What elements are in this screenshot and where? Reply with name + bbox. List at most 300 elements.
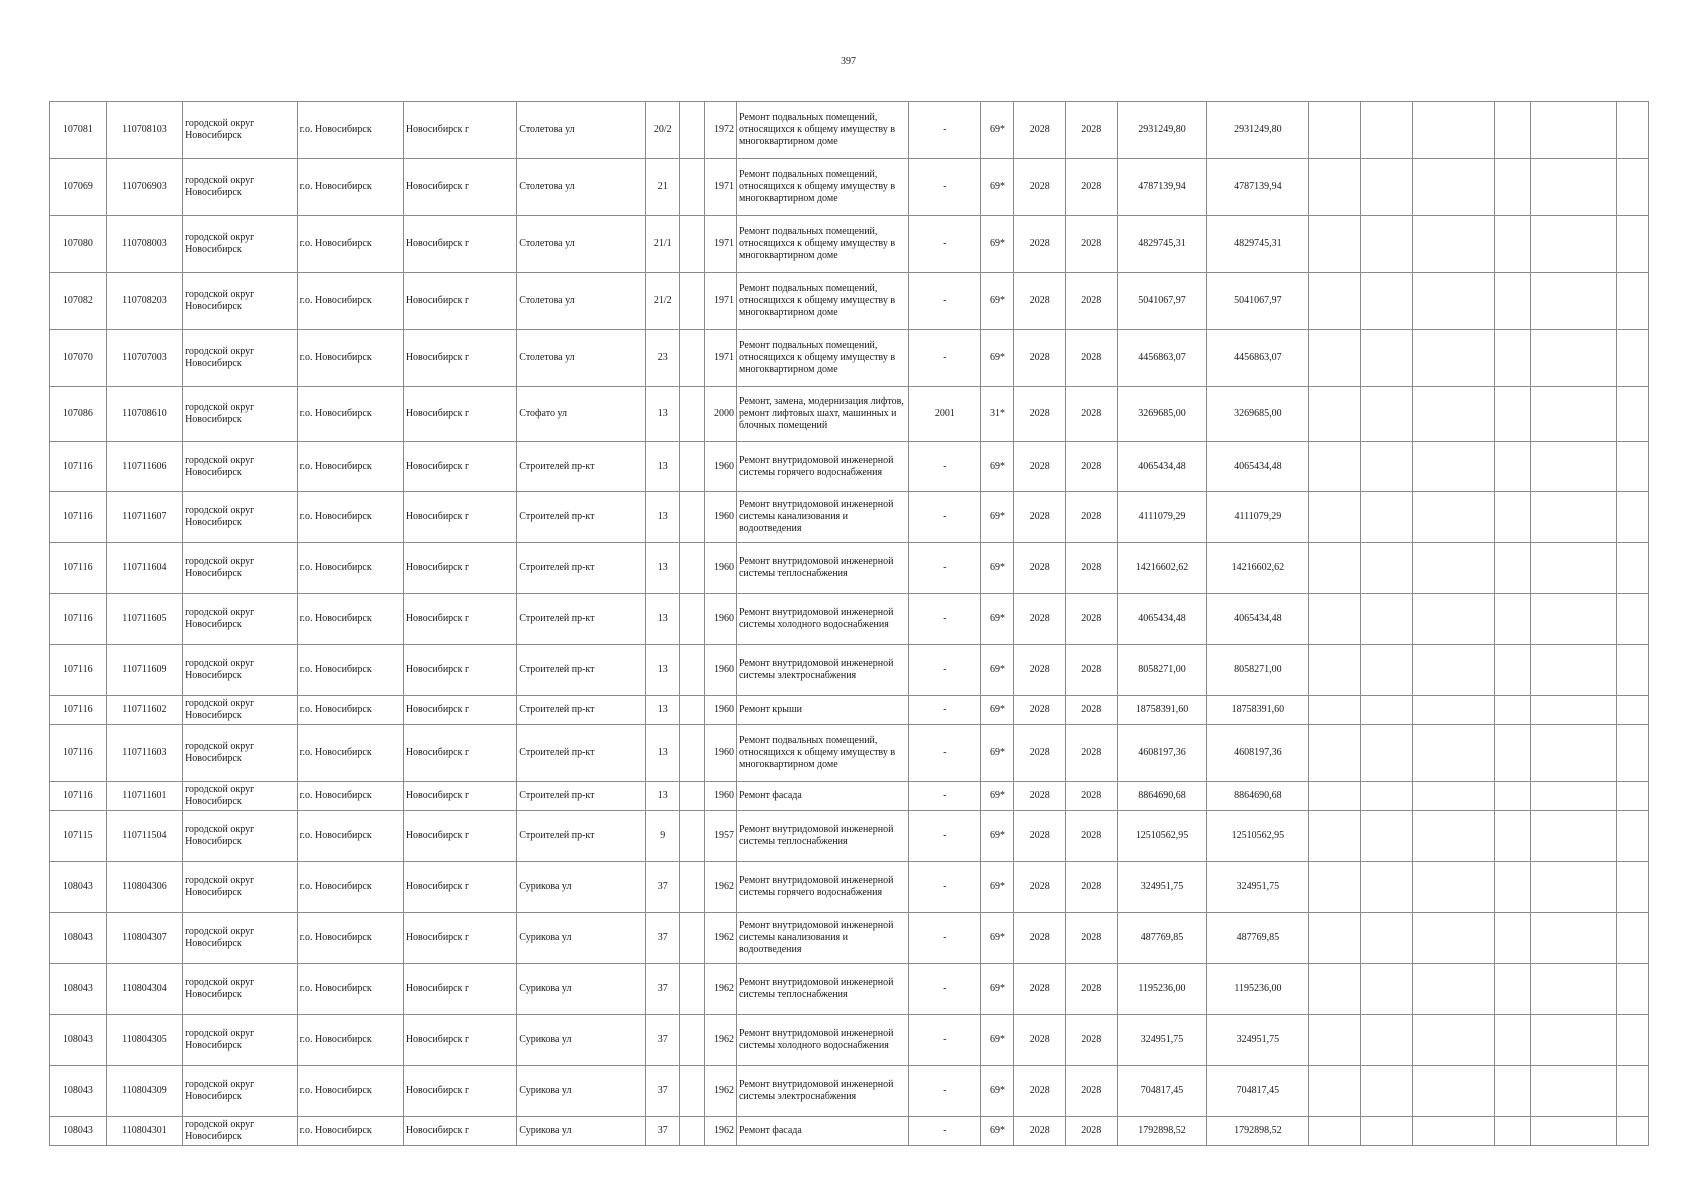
year-built-cell: 1962: [705, 1015, 737, 1066]
wear-percent-cell: 31*: [981, 387, 1014, 442]
work-type-cell: Ремонт внутридомовой инженерной системы электроснабжения: [736, 1066, 908, 1117]
building-letter-cell: [680, 492, 705, 543]
empty-cell: [1309, 725, 1361, 782]
empty-cell: [1361, 696, 1413, 725]
house-number-cell: 13: [646, 645, 680, 696]
wear-percent-cell: 69*: [981, 1066, 1014, 1117]
lift-year-cell: -: [909, 492, 981, 543]
work-type-cell: Ремонт подвальных помещений, относящихся к общему имуществу в многоквартирном доме: [736, 330, 908, 387]
building-letter-cell: [680, 594, 705, 645]
lift-year-cell: -: [909, 811, 981, 862]
table-row: [50, 913, 1649, 964]
street-cell: Столетова ул: [517, 102, 646, 159]
municipal-district-cell: городской округ Новосибирск: [183, 330, 298, 387]
work-type-cell: Ремонт подвальных помещений, относящихся к общему имуществу в многоквартирном доме: [736, 102, 908, 159]
object-code-cell: 110711605: [106, 594, 182, 645]
row-id-cell: 107116: [50, 725, 107, 782]
object-code-cell: 110711602: [106, 696, 182, 725]
empty-cell: [1531, 330, 1617, 387]
settlement-cell: Новосибирск г: [403, 273, 516, 330]
municipality-cell: г.о. Новосибирск: [297, 1066, 403, 1117]
table-row: [50, 645, 1649, 696]
street-cell: Сурикова ул: [517, 1066, 646, 1117]
object-code-cell: 110711504: [106, 811, 182, 862]
plan-year-start-cell: 2028: [1014, 811, 1066, 862]
work-type-cell: Ремонт внутридомовой инженерной системы канализования и водоотведения: [736, 492, 908, 543]
street-cell: Столетова ул: [517, 159, 646, 216]
object-code-cell: 110804307: [106, 913, 182, 964]
house-number-cell: 13: [646, 492, 680, 543]
total-cost-cell: 4111079,29: [1117, 492, 1207, 543]
empty-cell: [1309, 862, 1361, 913]
empty-cell: [1495, 725, 1531, 782]
plan-year-end-cell: 2028: [1066, 492, 1118, 543]
empty-cell: [1309, 964, 1361, 1015]
row-id-cell: 107115: [50, 811, 107, 862]
table-row: [50, 1066, 1649, 1117]
table-row: [50, 782, 1649, 811]
lift-year-cell: -: [909, 913, 981, 964]
house-number-cell: 37: [646, 913, 680, 964]
year-built-cell: 1960: [705, 696, 737, 725]
building-letter-cell: [680, 862, 705, 913]
municipal-district-cell: городской округ Новосибирск: [183, 594, 298, 645]
year-built-cell: 1960: [705, 725, 737, 782]
wear-percent-cell: 69*: [981, 811, 1014, 862]
municipal-district-cell: городской округ Новосибирск: [183, 216, 298, 273]
year-built-cell: 1960: [705, 645, 737, 696]
street-cell: Стофато ул: [517, 387, 646, 442]
fund-cost-cell: 487769,85: [1207, 913, 1309, 964]
fund-cost-cell: 704817,45: [1207, 1066, 1309, 1117]
wear-percent-cell: 69*: [981, 1015, 1014, 1066]
row-id-cell: 107116: [50, 492, 107, 543]
empty-cell: [1495, 594, 1531, 645]
empty-cell: [1412, 913, 1495, 964]
municipal-district-cell: городской округ Новосибирск: [183, 862, 298, 913]
building-letter-cell: [680, 1117, 705, 1146]
empty-cell: [1361, 273, 1413, 330]
wear-percent-cell: 69*: [981, 442, 1014, 492]
work-type-cell: Ремонт внутридомовой инженерной системы горячего водоснабжения: [736, 442, 908, 492]
empty-cell: [1309, 1066, 1361, 1117]
year-built-cell: 1972: [705, 102, 737, 159]
plan-year-start-cell: 2028: [1014, 543, 1066, 594]
object-code-cell: 110708610: [106, 387, 182, 442]
empty-cell: [1361, 725, 1413, 782]
empty-cell: [1309, 594, 1361, 645]
empty-cell: [1361, 543, 1413, 594]
settlement-cell: Новосибирск г: [403, 913, 516, 964]
street-cell: Сурикова ул: [517, 964, 646, 1015]
plan-year-end-cell: 2028: [1066, 102, 1118, 159]
total-cost-cell: 4829745,31: [1117, 216, 1207, 273]
object-code-cell: 110708003: [106, 216, 182, 273]
empty-cell: [1495, 159, 1531, 216]
table-row: [50, 594, 1649, 645]
lift-year-cell: -: [909, 964, 981, 1015]
work-type-cell: Ремонт внутридомовой инженерной системы теплоснабжения: [736, 543, 908, 594]
street-cell: Строителей пр-кт: [517, 442, 646, 492]
empty-cell: [1616, 330, 1648, 387]
table-row: [50, 964, 1649, 1015]
table-row: [50, 811, 1649, 862]
plan-year-end-cell: 2028: [1066, 594, 1118, 645]
empty-cell: [1309, 913, 1361, 964]
table-row: [50, 159, 1649, 216]
wear-percent-cell: 69*: [981, 913, 1014, 964]
empty-cell: [1531, 913, 1617, 964]
lift-year-cell: -: [909, 862, 981, 913]
work-type-cell: Ремонт подвальных помещений, относящихся к общему имуществу в многоквартирном доме: [736, 725, 908, 782]
total-cost-cell: 1792898,52: [1117, 1117, 1207, 1146]
empty-cell: [1616, 387, 1648, 442]
work-type-cell: Ремонт внутридомовой инженерной системы электроснабжения: [736, 645, 908, 696]
table-row: [50, 1117, 1649, 1146]
municipality-cell: г.о. Новосибирск: [297, 492, 403, 543]
fund-cost-cell: 2931249,80: [1207, 102, 1309, 159]
empty-cell: [1531, 645, 1617, 696]
row-id-cell: 107116: [50, 645, 107, 696]
work-type-cell: Ремонт внутридомовой инженерной системы горячего водоснабжения: [736, 862, 908, 913]
empty-cell: [1616, 696, 1648, 725]
municipality-cell: г.о. Новосибирск: [297, 273, 403, 330]
empty-cell: [1531, 1117, 1617, 1146]
empty-cell: [1412, 645, 1495, 696]
empty-cell: [1495, 273, 1531, 330]
empty-cell: [1361, 330, 1413, 387]
house-number-cell: 13: [646, 594, 680, 645]
empty-cell: [1309, 387, 1361, 442]
lift-year-cell: -: [909, 725, 981, 782]
total-cost-cell: 18758391,60: [1117, 696, 1207, 725]
plan-year-start-cell: 2028: [1014, 1066, 1066, 1117]
fund-cost-cell: 4111079,29: [1207, 492, 1309, 543]
building-letter-cell: [680, 696, 705, 725]
total-cost-cell: 4787139,94: [1117, 159, 1207, 216]
empty-cell: [1531, 1066, 1617, 1117]
object-code-cell: 110708103: [106, 102, 182, 159]
house-number-cell: 13: [646, 782, 680, 811]
plan-year-end-cell: 2028: [1066, 725, 1118, 782]
table-row: [50, 543, 1649, 594]
empty-cell: [1531, 216, 1617, 273]
plan-year-end-cell: 2028: [1066, 159, 1118, 216]
empty-cell: [1495, 913, 1531, 964]
building-letter-cell: [680, 216, 705, 273]
year-built-cell: 1962: [705, 1117, 737, 1146]
empty-cell: [1616, 543, 1648, 594]
settlement-cell: Новосибирск г: [403, 216, 516, 273]
house-number-cell: 37: [646, 964, 680, 1015]
empty-cell: [1616, 594, 1648, 645]
empty-cell: [1531, 273, 1617, 330]
plan-year-start-cell: 2028: [1014, 1015, 1066, 1066]
municipal-district-cell: городской округ Новосибирск: [183, 1066, 298, 1117]
street-cell: Строителей пр-кт: [517, 594, 646, 645]
empty-cell: [1495, 442, 1531, 492]
total-cost-cell: 14216602,62: [1117, 543, 1207, 594]
object-code-cell: 110706903: [106, 159, 182, 216]
total-cost-cell: 5041067,97: [1117, 273, 1207, 330]
empty-cell: [1309, 1117, 1361, 1146]
house-number-cell: 23: [646, 330, 680, 387]
municipal-district-cell: городской округ Новосибирск: [183, 645, 298, 696]
house-number-cell: 9: [646, 811, 680, 862]
municipality-cell: г.о. Новосибирск: [297, 387, 403, 442]
empty-cell: [1531, 492, 1617, 543]
total-cost-cell: 4608197,36: [1117, 725, 1207, 782]
total-cost-cell: 487769,85: [1117, 913, 1207, 964]
empty-cell: [1361, 862, 1413, 913]
empty-cell: [1616, 862, 1648, 913]
building-letter-cell: [680, 782, 705, 811]
total-cost-cell: 8864690,68: [1117, 782, 1207, 811]
work-type-cell: Ремонт фасада: [736, 782, 908, 811]
object-code-cell: 110711604: [106, 543, 182, 594]
settlement-cell: Новосибирск г: [403, 387, 516, 442]
settlement-cell: Новосибирск г: [403, 811, 516, 862]
empty-cell: [1495, 862, 1531, 913]
plan-year-end-cell: 2028: [1066, 543, 1118, 594]
empty-cell: [1495, 645, 1531, 696]
empty-cell: [1531, 442, 1617, 492]
settlement-cell: Новосибирск г: [403, 696, 516, 725]
row-id-cell: 107086: [50, 387, 107, 442]
object-code-cell: 110804304: [106, 964, 182, 1015]
settlement-cell: Новосибирск г: [403, 492, 516, 543]
empty-cell: [1412, 964, 1495, 1015]
year-built-cell: 1971: [705, 330, 737, 387]
municipal-district-cell: городской округ Новосибирск: [183, 442, 298, 492]
empty-cell: [1412, 1015, 1495, 1066]
municipal-district-cell: городской округ Новосибирск: [183, 782, 298, 811]
street-cell: Строителей пр-кт: [517, 492, 646, 543]
settlement-cell: Новосибирск г: [403, 645, 516, 696]
settlement-cell: Новосибирск г: [403, 782, 516, 811]
building-letter-cell: [680, 1015, 705, 1066]
plan-year-start-cell: 2028: [1014, 696, 1066, 725]
house-number-cell: 20/2: [646, 102, 680, 159]
street-cell: Строителей пр-кт: [517, 725, 646, 782]
plan-year-end-cell: 2028: [1066, 782, 1118, 811]
empty-cell: [1412, 543, 1495, 594]
empty-cell: [1495, 811, 1531, 862]
plan-year-end-cell: 2028: [1066, 442, 1118, 492]
empty-cell: [1495, 1015, 1531, 1066]
row-id-cell: 108043: [50, 1015, 107, 1066]
wear-percent-cell: 69*: [981, 964, 1014, 1015]
plan-year-start-cell: 2028: [1014, 273, 1066, 330]
municipality-cell: г.о. Новосибирск: [297, 964, 403, 1015]
work-type-cell: Ремонт внутридомовой инженерной системы холодного водоснабжения: [736, 594, 908, 645]
fund-cost-cell: 324951,75: [1207, 1015, 1309, 1066]
empty-cell: [1361, 159, 1413, 216]
empty-cell: [1495, 782, 1531, 811]
year-built-cell: 1962: [705, 964, 737, 1015]
empty-cell: [1309, 102, 1361, 159]
empty-cell: [1309, 543, 1361, 594]
empty-cell: [1412, 594, 1495, 645]
lift-year-cell: -: [909, 216, 981, 273]
plan-year-start-cell: 2028: [1014, 442, 1066, 492]
table-row: [50, 862, 1649, 913]
lift-year-cell: -: [909, 696, 981, 725]
plan-year-start-cell: 2028: [1014, 645, 1066, 696]
plan-year-start-cell: 2028: [1014, 964, 1066, 1015]
empty-cell: [1412, 696, 1495, 725]
lift-year-cell: -: [909, 442, 981, 492]
plan-year-start-cell: 2028: [1014, 913, 1066, 964]
empty-cell: [1531, 811, 1617, 862]
work-type-cell: Ремонт подвальных помещений, относящихся к общему имуществу в многоквартирном доме: [736, 216, 908, 273]
house-number-cell: 21/2: [646, 273, 680, 330]
row-id-cell: 107116: [50, 696, 107, 725]
empty-cell: [1309, 782, 1361, 811]
work-type-cell: Ремонт внутридомовой инженерной системы холодного водоснабжения: [736, 1015, 908, 1066]
empty-cell: [1309, 216, 1361, 273]
empty-cell: [1531, 387, 1617, 442]
work-type-cell: Ремонт фасада: [736, 1117, 908, 1146]
building-letter-cell: [680, 102, 705, 159]
empty-cell: [1616, 782, 1648, 811]
building-letter-cell: [680, 442, 705, 492]
wear-percent-cell: 69*: [981, 725, 1014, 782]
total-cost-cell: 8058271,00: [1117, 645, 1207, 696]
municipality-cell: г.о. Новосибирск: [297, 862, 403, 913]
wear-percent-cell: 69*: [981, 159, 1014, 216]
settlement-cell: Новосибирск г: [403, 102, 516, 159]
year-built-cell: 1957: [705, 811, 737, 862]
building-letter-cell: [680, 964, 705, 1015]
street-cell: Сурикова ул: [517, 862, 646, 913]
street-cell: Сурикова ул: [517, 1015, 646, 1066]
building-letter-cell: [680, 1066, 705, 1117]
municipality-cell: г.о. Новосибирск: [297, 782, 403, 811]
empty-cell: [1616, 964, 1648, 1015]
building-letter-cell: [680, 387, 705, 442]
year-built-cell: 1962: [705, 1066, 737, 1117]
object-code-cell: 110804305: [106, 1015, 182, 1066]
empty-cell: [1361, 782, 1413, 811]
lift-year-cell: -: [909, 102, 981, 159]
empty-cell: [1495, 696, 1531, 725]
table-row: [50, 492, 1649, 543]
plan-year-end-cell: 2028: [1066, 330, 1118, 387]
settlement-cell: Новосибирск г: [403, 594, 516, 645]
row-id-cell: 107082: [50, 273, 107, 330]
lift-year-cell: -: [909, 273, 981, 330]
empty-cell: [1361, 492, 1413, 543]
empty-cell: [1616, 159, 1648, 216]
municipal-district-cell: городской округ Новосибирск: [183, 273, 298, 330]
fund-cost-cell: 3269685,00: [1207, 387, 1309, 442]
house-number-cell: 13: [646, 387, 680, 442]
empty-cell: [1309, 159, 1361, 216]
empty-cell: [1309, 330, 1361, 387]
empty-cell: [1531, 159, 1617, 216]
table-row: [50, 442, 1649, 492]
street-cell: Столетова ул: [517, 273, 646, 330]
work-type-cell: Ремонт внутридомовой инженерной системы теплоснабжения: [736, 811, 908, 862]
fund-cost-cell: 8864690,68: [1207, 782, 1309, 811]
lift-year-cell: -: [909, 159, 981, 216]
plan-year-start-cell: 2028: [1014, 862, 1066, 913]
empty-cell: [1616, 645, 1648, 696]
empty-cell: [1412, 387, 1495, 442]
object-code-cell: 110804301: [106, 1117, 182, 1146]
empty-cell: [1412, 159, 1495, 216]
table-row: [50, 696, 1649, 725]
wear-percent-cell: 69*: [981, 330, 1014, 387]
municipality-cell: г.о. Новосибирск: [297, 725, 403, 782]
plan-year-end-cell: 2028: [1066, 387, 1118, 442]
table-row: [50, 387, 1649, 442]
municipal-district-cell: городской округ Новосибирск: [183, 964, 298, 1015]
empty-cell: [1361, 594, 1413, 645]
municipal-district-cell: городской округ Новосибирск: [183, 387, 298, 442]
street-cell: Строителей пр-кт: [517, 543, 646, 594]
year-built-cell: 1971: [705, 159, 737, 216]
empty-cell: [1616, 913, 1648, 964]
building-letter-cell: [680, 645, 705, 696]
row-id-cell: 108043: [50, 964, 107, 1015]
wear-percent-cell: 69*: [981, 594, 1014, 645]
empty-cell: [1531, 725, 1617, 782]
empty-cell: [1531, 964, 1617, 1015]
empty-cell: [1412, 216, 1495, 273]
municipality-cell: г.о. Новосибирск: [297, 1117, 403, 1146]
year-built-cell: 1960: [705, 492, 737, 543]
fund-cost-cell: 12510562,95: [1207, 811, 1309, 862]
settlement-cell: Новосибирск г: [403, 330, 516, 387]
building-letter-cell: [680, 330, 705, 387]
municipal-district-cell: городской округ Новосибирск: [183, 811, 298, 862]
total-cost-cell: 4456863,07: [1117, 330, 1207, 387]
empty-cell: [1616, 1015, 1648, 1066]
total-cost-cell: 12510562,95: [1117, 811, 1207, 862]
year-built-cell: 1960: [705, 543, 737, 594]
empty-cell: [1309, 1015, 1361, 1066]
house-number-cell: 37: [646, 1015, 680, 1066]
street-cell: Столетова ул: [517, 216, 646, 273]
total-cost-cell: 324951,75: [1117, 1015, 1207, 1066]
plan-year-end-cell: 2028: [1066, 913, 1118, 964]
plan-year-end-cell: 2028: [1066, 1015, 1118, 1066]
empty-cell: [1531, 543, 1617, 594]
row-id-cell: 107080: [50, 216, 107, 273]
capital-repair-register-table: [49, 101, 1649, 1146]
municipal-district-cell: городской округ Новосибирск: [183, 913, 298, 964]
object-code-cell: 110711601: [106, 782, 182, 811]
table-row: [50, 216, 1649, 273]
empty-cell: [1412, 273, 1495, 330]
municipality-cell: г.о. Новосибирск: [297, 543, 403, 594]
fund-cost-cell: 4829745,31: [1207, 216, 1309, 273]
municipal-district-cell: городской округ Новосибирск: [183, 102, 298, 159]
object-code-cell: 110711609: [106, 645, 182, 696]
settlement-cell: Новосибирск г: [403, 1117, 516, 1146]
empty-cell: [1412, 1117, 1495, 1146]
plan-year-start-cell: 2028: [1014, 102, 1066, 159]
municipality-cell: г.о. Новосибирск: [297, 645, 403, 696]
municipality-cell: г.о. Новосибирск: [297, 913, 403, 964]
plan-year-start-cell: 2028: [1014, 725, 1066, 782]
fund-cost-cell: 5041067,97: [1207, 273, 1309, 330]
empty-cell: [1412, 725, 1495, 782]
empty-cell: [1361, 387, 1413, 442]
fund-cost-cell: 4456863,07: [1207, 330, 1309, 387]
